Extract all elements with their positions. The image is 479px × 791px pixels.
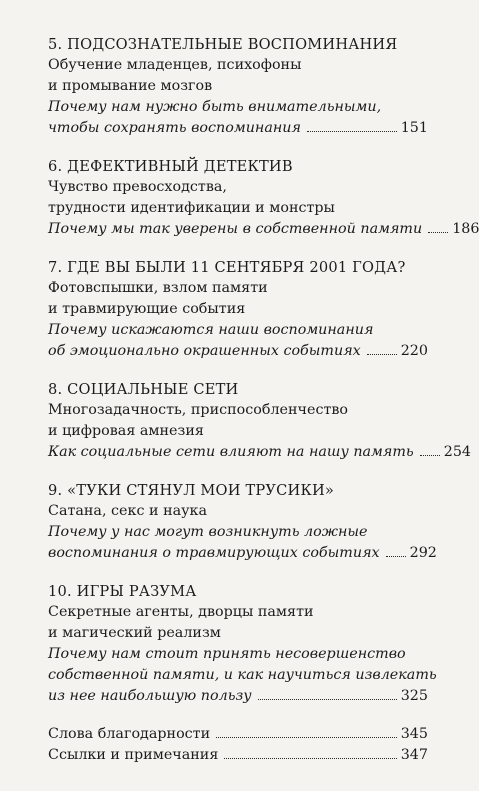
dot-leader <box>428 232 448 233</box>
chapter-subtitle-line: трудности идентификации и монстры <box>48 200 335 216</box>
page-number: 345 <box>400 726 428 742</box>
chapter-subtitle-line: Чувство превосходства, <box>48 179 227 195</box>
chapter-question-line: Почему нам нужно быть внимательными, <box>48 99 382 115</box>
toc-chapter-9 <box>48 480 437 564</box>
chapter-heading: 6. ДЕФЕКТИВНЫЙ ДЕТЕКТИВ <box>48 158 293 175</box>
dot-leader <box>420 455 440 456</box>
chapter-subtitle-line: Фотовспышки, взлом памяти <box>48 280 268 296</box>
chapter-subtitle-line: Сатана, секс и наука <box>48 503 207 519</box>
toc-entry-references <box>48 745 428 766</box>
chapter-question-line: из нее наибольшую пользу <box>48 688 252 704</box>
toc-entry-with-page <box>48 219 479 240</box>
chapter-question-line: Почему нам стоит принять несовершенство <box>48 646 406 662</box>
toc-entry-with-page <box>48 686 428 707</box>
chapter-question-line: Почему у нас могут возникнуть ложные <box>48 524 368 540</box>
chapter-question-line: собственной памяти, и как научиться извлекать <box>48 667 437 683</box>
page-number: 325 <box>400 688 428 704</box>
chapter-heading: 5. ПОДСОЗНАТЕЛЬНЫЕ ВОСПОМИНАНИЯ <box>48 36 398 53</box>
toc-chapter-6 <box>48 156 479 240</box>
page-number: 254 <box>443 444 472 460</box>
chapter-subtitle-line: и магический реализм <box>48 625 221 641</box>
page-number: 292 <box>409 545 437 561</box>
entry-label: Слова благодарности <box>48 726 211 742</box>
page-number: 220 <box>400 343 428 359</box>
entry-label: Ссылки и примечания <box>48 747 219 763</box>
chapter-heading: 10. ИГРЫ РАЗУМА <box>48 583 197 600</box>
toc-entry-with-page <box>48 543 437 564</box>
dot-leader <box>216 737 397 738</box>
page-number: 186 <box>452 221 479 237</box>
chapter-question-line: об эмоционально окрашенных событиях <box>48 343 361 359</box>
chapter-subtitle-line: Обучение младенцев, психофоны <box>48 57 302 73</box>
chapter-heading: 7. ГДЕ ВЫ БЫЛИ 11 СЕНТЯБРЯ 2001 ГОДА? <box>48 259 406 276</box>
toc-entry-with-page <box>48 442 472 463</box>
dot-leader <box>386 556 406 557</box>
toc-entry-acknowledgements <box>48 724 428 745</box>
dot-leader <box>224 758 396 759</box>
chapter-subtitle-line: Секретные агенты, дворцы памяти <box>48 604 314 620</box>
chapter-subtitle-line: и цифровая амнезия <box>48 423 204 439</box>
chapter-subtitle-line: и травмирующие события <box>48 301 246 317</box>
chapter-heading: 8. СОЦИАЛЬНЫЕ СЕТИ <box>48 381 239 398</box>
chapter-question-line: Почему мы так уверены в собственной памяти <box>48 221 423 237</box>
toc-chapter-5 <box>48 34 428 139</box>
chapter-subtitle-line: Многозадачность, приспособленчество <box>48 402 349 418</box>
chapter-question-line: Как социальные сети влияют на нашу память <box>48 444 414 460</box>
toc-entry-with-page <box>48 118 428 139</box>
toc-chapter-7 <box>48 257 428 362</box>
toc-chapter-8 <box>48 379 472 463</box>
toc-entry-with-page <box>48 341 428 362</box>
chapter-question-line: чтобы сохранять воспоминания <box>48 120 301 136</box>
chapter-question-line: воспоминания о травмирующих событиях <box>48 545 380 561</box>
page-number: 151 <box>400 120 428 136</box>
chapter-question-line: Почему искажаются наши воспоминания <box>48 322 374 338</box>
dot-leader <box>258 699 397 700</box>
chapter-subtitle-line: и промывание мозгов <box>48 78 213 94</box>
toc-back-matter <box>48 724 428 766</box>
table-of-contents <box>48 34 479 766</box>
toc-chapter-10 <box>48 581 437 707</box>
page-number: 347 <box>400 747 428 763</box>
dot-leader <box>307 131 397 132</box>
dot-leader <box>367 354 397 355</box>
chapter-heading: 9. «ТУКИ СТЯНУЛ МОИ ТРУСИКИ» <box>48 482 335 499</box>
